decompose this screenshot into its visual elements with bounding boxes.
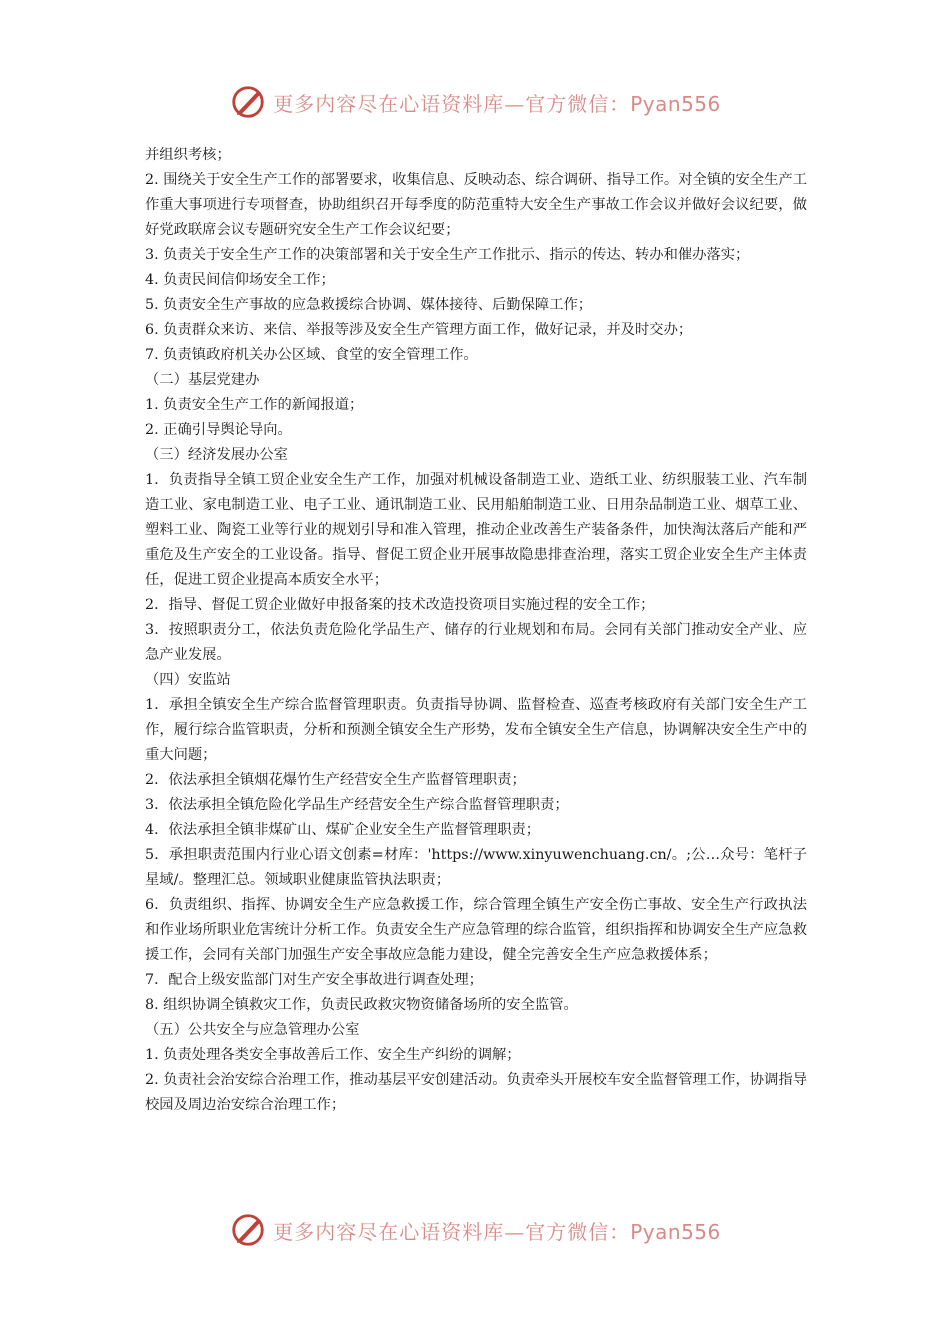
paragraph: 6．负责组织、指挥、协调安全生产应急救援工作，综合管理全镇生产安全伤亡事故、安全生产行政执法和作业场所职业危害统计分析工作。负责安全生产应急管理的综合监管，组织指挥和协调安全生产应急救援工作，会同有关部门加强生产安全事故应急能力建设，健全完善安全生产应急救援体系； <box>145 897 807 963</box>
paragraph: 1．承担全镇安全生产综合监督管理职责。负责指导协调、监督检查、巡查考核政府有关部门安全生产工作，履行综合监管职责，分析和预测全镇安全生产形势，发布全镇安全生产信息，协调解决安全生产中的重大问题； <box>145 697 807 763</box>
banner-wechat-id: Pyan556 <box>630 1219 721 1244</box>
logo-icon <box>229 83 267 121</box>
paragraph: 3. 负责关于安全生产工作的决策部署和关于安全生产工作批示、指示的传达、转办和催办落实； <box>145 247 750 263</box>
section-heading: （四）安监站 <box>145 672 231 688</box>
section-heading: （二）基层党建办 <box>145 372 260 388</box>
section-heading: （五）公共安全与应急管理办公室 <box>145 1022 360 1038</box>
banner-text: 更多内容尽在心语资料库—官方微信： <box>273 1219 631 1244</box>
paragraph: 2．指导、督促工贸企业做好申报备案的技术改造投资项目实施过程的安全工作； <box>145 597 655 613</box>
banner-text: 更多内容尽在心语资料库—官方微信： <box>273 91 631 116</box>
paragraph: 5．承担职责范围内行业心语文创素=材库：'https://www.xinyuwenchuang.cn/。;公…众号：笔杆子星域/。整理汇总。领域职业健康监管执法职责； <box>145 847 807 888</box>
section-heading: （三）经济发展办公室 <box>145 447 288 463</box>
paragraph: 1. 负责处理各类安全事故善后工作、安全生产纠纷的调解； <box>145 1047 521 1063</box>
paragraph: 8. 组织协调全镇救灾工作，负责民政救灾物资储备场所的安全监管。 <box>145 997 578 1013</box>
paragraph: 1．负责指导全镇工贸企业安全生产工作，加强对机械设备制造工业、造纸工业、纺织服装工业、汽车制造工业、家电制造工业、电子工业、通讯制造工业、民用船舶制造工业、日用杂品制造工业、烟草工业、塑料工业、陶瓷工业等行业的规划引导和准入管理，推动企业改善生产装备条件，加快淘汰落后产能和严重危及生产安全的工业设备。指导、督促工贸企业开展事故隐患排查治理，落实工贸企业安全生产主体责任，促进工贸企业提高本质安全水平； <box>145 472 807 588</box>
paragraph: 4．依法承担全镇非煤矿山、煤矿企业安全生产监督管理职责； <box>145 822 541 838</box>
paragraph: 2. 正确引导舆论导向。 <box>145 422 292 438</box>
paragraph: 7．配合上级安监部门对生产安全事故进行调查处理； <box>145 972 483 988</box>
header-watermark-banner <box>0 80 950 124</box>
paragraph: 3．按照职责分工，依法负责危险化学品生产、储存的行业规划和布局。会同有关部门推动安全产业、应急产业发展。 <box>145 622 807 663</box>
document-body <box>145 143 807 1118</box>
paragraph: 并组织考核； <box>145 147 231 163</box>
paragraph: 3．依法承担全镇危险化学品生产经营安全生产综合监督管理职责； <box>145 797 569 813</box>
paragraph: 2. 负责社会治安综合治理工作，推动基层平安创建活动。负责牵头开展校车安全监督管理工作，协调指导校园及周边治安综合治理工作； <box>145 1072 807 1113</box>
banner-wechat-id: Pyan556 <box>630 91 721 116</box>
logo-icon <box>229 1211 267 1249</box>
paragraph: 4. 负责民间信仰场安全工作； <box>145 272 335 288</box>
paragraph: 5. 负责安全生产事故的应急救援综合协调、媒体接待、后勤保障工作； <box>145 297 593 313</box>
paragraph: 2．依法承担全镇烟花爆竹生产经营安全生产监督管理职责； <box>145 772 526 788</box>
footer-watermark-banner <box>0 1208 950 1252</box>
paragraph: 7. 负责镇政府机关办公区域、食堂的安全管理工作。 <box>145 347 478 363</box>
paragraph: 1. 负责安全生产工作的新闻报道； <box>145 397 364 413</box>
paragraph: 2. 围绕关于安全生产工作的部署要求，收集信息、反映动态、综合调研、指导工作。对全镇的安全生产工作重大事项进行专项督查，协助组织召开每季度的防范重特大安全生产事故工作会议并做好会议纪要，做好党政联席会议专题研究安全生产工作会议纪要； <box>145 172 807 238</box>
paragraph: 6. 负责群众来访、来信、举报等涉及安全生产管理方面工作，做好记录，并及时交办； <box>145 322 693 338</box>
